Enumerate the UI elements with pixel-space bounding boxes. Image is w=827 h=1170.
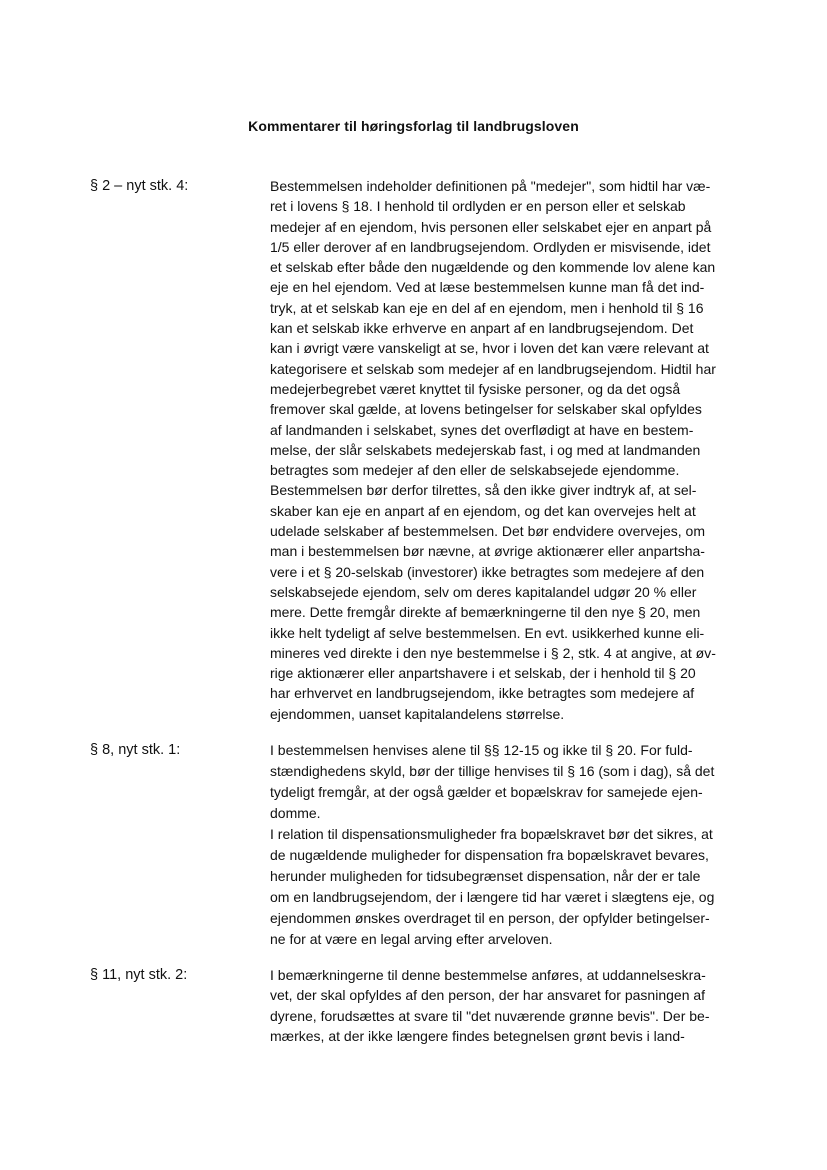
text-line: Bestemmelsen indeholder definitionen på "medejer", som hidtil har væ- bbox=[270, 178, 711, 194]
text-line: et selskab efter både den nugældende og den kommende lov alene kan bbox=[270, 259, 716, 276]
text-line: stændighedens skyld, bør der tillige henvises til § 16 (som i dag), så det bbox=[270, 763, 715, 779]
text-line: mere. Dette fremgår direkte af bemærkningerne til den nye § 20, men bbox=[270, 604, 701, 621]
text-line: vere i et § 20-selskab (investorer) ikke betragtes som medejere af den bbox=[270, 563, 705, 580]
text-line: I relation til dispensationsmuligheder fra bopælskravet bør det sikres, at bbox=[270, 826, 713, 842]
text-line: man i bestemmelsen bør nævne, at øvrige aktionærer eller anpartsha- bbox=[270, 543, 705, 560]
text-line: tryk, at et selskab kan eje en del af en ejendom, men i henhold til § 16 bbox=[270, 299, 704, 316]
text-line: mærkes, at der ikke længere findes betegnelsen grønt bevis i land- bbox=[270, 1027, 685, 1044]
text-line: medejer af en ejendom, hvis personen eller selskabet ejer en anpart på bbox=[270, 218, 712, 235]
text-line: kan et selskab ikke erhverve en anpart af en landbrugsejendom. Det bbox=[270, 320, 694, 337]
text-line: ne for at være en legal arving efter arveloven. bbox=[270, 931, 553, 947]
section-label: § 11, nyt stk. 2: bbox=[90, 967, 188, 983]
text-line: har erhvervet en landbrugsejendom, ikke betragtes som medejere af bbox=[270, 685, 695, 702]
text-line: tydeligt fremgår, at der også gælder et bopælskrav for samejede ejen- bbox=[270, 784, 703, 800]
text-line: ejendommen ønskes overdraget til en person, der opfylder betingelser- bbox=[270, 910, 710, 926]
text-line: om en landbrugsejendom, der i længere tid har været i slægtens eje, og bbox=[270, 889, 715, 905]
text-line: de nugældende muligheder for dispensation fra bopælskravet bevares, bbox=[270, 847, 709, 863]
section-label: § 8, nyt stk. 1: bbox=[90, 742, 181, 758]
text-line: fremover skal gælde, at lovens betingelser for selskaber skal opfyldes bbox=[270, 401, 702, 418]
text-line: skaber kan eje en anpart af en ejendom, og det kan overvejes helt at bbox=[270, 502, 696, 519]
section-body bbox=[270, 965, 770, 1046]
text-line: I bemærkningerne til denne bestemmelse anføres, at uddannelseskra- bbox=[270, 967, 706, 983]
text-line: udelade selskaber af bestemmelsen. Det bør endvidere overvejes, om bbox=[270, 523, 705, 540]
text-line: 1/5 eller derover af en landbrugsejendom. Ordlyden er misvisende, idet bbox=[270, 238, 711, 255]
section-body bbox=[270, 176, 770, 724]
text-line: af landmanden i selskabet, synes det overflødigt at have en bestem- bbox=[270, 421, 694, 438]
text-line: dyrene, forudsættes at svare til "det nuværende grønne bevis". Der be- bbox=[270, 1007, 710, 1024]
text-line: betragtes som medejer af den eller de selskabsejede ejendomme. bbox=[270, 462, 680, 479]
text-line: ejendommen, uanset kapitalandelens størrelse. bbox=[270, 705, 565, 722]
text-line: ret i lovens § 18. I henhold til ordlyden er en person eller et selskab bbox=[270, 198, 686, 215]
text-line: selskabsejede ejendom, selv om deres kapitalandel udgør 20 % eller bbox=[270, 583, 697, 600]
text-line: ikke helt tydeligt af selve bestemmelsen. En evt. usikkerhed kunne eli- bbox=[270, 624, 705, 641]
text-line: melse, der slår selskabets medejerskab fast, i og med at landmanden bbox=[270, 441, 701, 458]
text-line: Bestemmelsen bør derfor tilrettes, så den ikke giver indtryk af, at sel- bbox=[270, 482, 697, 499]
section-label: § 2 – nyt stk. 4: bbox=[90, 178, 189, 194]
text-line: herunder muligheden for tidsubegrænset dispensation, når der er tale bbox=[270, 868, 701, 884]
text-line: vet, der skal opfyldes af den person, der har ansvaret for pasningen af bbox=[270, 987, 706, 1004]
document-title: Kommentarer til høringsforlag til landbrugsloven bbox=[248, 118, 579, 134]
text-line: eje en hel ejendom. Ved at læse bestemmelsen kunne man få det ind- bbox=[270, 279, 705, 296]
section-body bbox=[270, 740, 770, 950]
text-line: medejerbegrebet været knyttet til fysiske personer, og da det også bbox=[270, 380, 681, 397]
text-line: I bestemmelsen henvises alene til §§ 12-15 og ikke til § 20. For fuld- bbox=[270, 742, 693, 758]
text-line: mineres ved direkte i den nye bestemmelse i § 2, stk. 4 at angive, at øv- bbox=[270, 644, 716, 661]
text-line: kan i øvrigt være vanskeligt at se, hvor i loven det kan være relevant at bbox=[270, 340, 709, 357]
text-line: domme. bbox=[270, 805, 321, 821]
text-line: kategorisere et selskab som medejer af en landbrugsejendom. Hidtil har bbox=[270, 360, 716, 377]
text-line: rige aktionærer eller anpartshavere i et selskab, der i henhold til § 20 bbox=[270, 665, 696, 682]
